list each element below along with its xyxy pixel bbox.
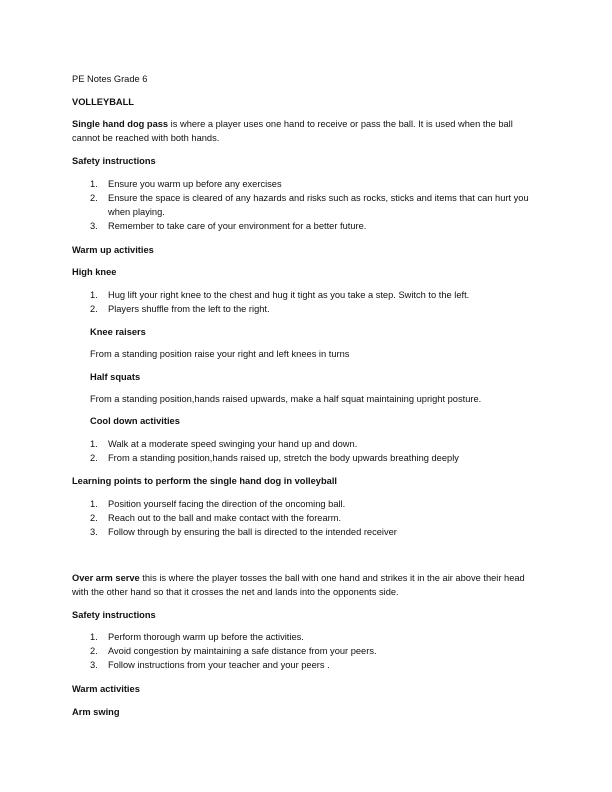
safety2-list [72,630,542,672]
safety1-heading: Safety instructions [72,156,156,166]
arm-swing-heading: Arm swing [72,707,120,717]
learning-heading: Learning points to perform the single hand dog in volleyball [72,476,337,486]
list-item: 3. Follow instructions from your teacher and your peers . [90,660,330,670]
cooldown-list [90,437,542,465]
single-pass-definition [72,117,542,145]
knee-raisers-text: From a standing position raise your right and left knees in turns [90,349,350,359]
list-item: 1. Ensure you warm up before any exercises [90,179,282,189]
overarm-term: Over arm serve [72,573,140,583]
list-item: 1. Perform thorough warm up before the activities. [90,632,304,642]
overarm-definition [72,571,542,599]
warmup1-heading: Warm up activities [72,245,154,255]
list-item: 2. Reach out to the ball and make contact with the forearm. [90,513,342,523]
list-item: 1. Walk at a moderate speed swinging your hand up and down. [90,439,358,449]
list-item: 2. Avoid congestion by maintaining a safe distance from your peers. [90,646,377,656]
list-item: 3. Follow through by ensuring the ball is directed to the intended receiver [90,527,397,537]
list-item: 1. Hug lift your right knee to the chest and hug it tight as you take a step. Switch to the left. [90,290,470,300]
knee-raisers-heading: Knee raisers [90,327,146,337]
page-header: PE Notes Grade 6 [72,74,148,84]
list-item: 2. Ensure the space is cleared of any hazards and risks such as rocks, sticks and items that can hurt you when playing. [90,193,529,217]
learning-list [72,497,542,539]
overarm-text: this is where the player tosses the ball with one hand and strikes it in the air above their head with the other hand so that it crosses the net and lands into the opponents side. [72,573,525,597]
page-title: VOLLEYBALL [72,97,134,107]
single-pass-term: Single hand dog pass [72,119,169,129]
safety2-heading: Safety instructions [72,610,156,620]
list-item: 2. Players shuffle from the left to the right. [90,304,270,314]
half-squats-text: From a standing position,hands raised upwards, make a half squat maintaining upright posture. [90,394,482,404]
cooldown-heading: Cool down activities [90,416,180,426]
high-knee-list [72,288,542,316]
high-knee-heading: High knee [72,267,117,277]
safety1-list [72,177,542,233]
warmup2-heading: Warm activities [72,684,140,694]
list-item: 1. Position yourself facing the direction of the oncoming ball. [90,499,346,509]
single-pass-text: is where a player uses one hand to receive or pass the ball. It is used when the ball cannot be reached with both hands. [72,119,513,143]
half-squats-heading: Half squats [90,372,141,382]
list-item: 2. From a standing position,hands raised up, stretch the body upwards breathing deeply [90,453,459,463]
list-item: 3. Remember to take care of your environment for a better future. [90,221,367,231]
